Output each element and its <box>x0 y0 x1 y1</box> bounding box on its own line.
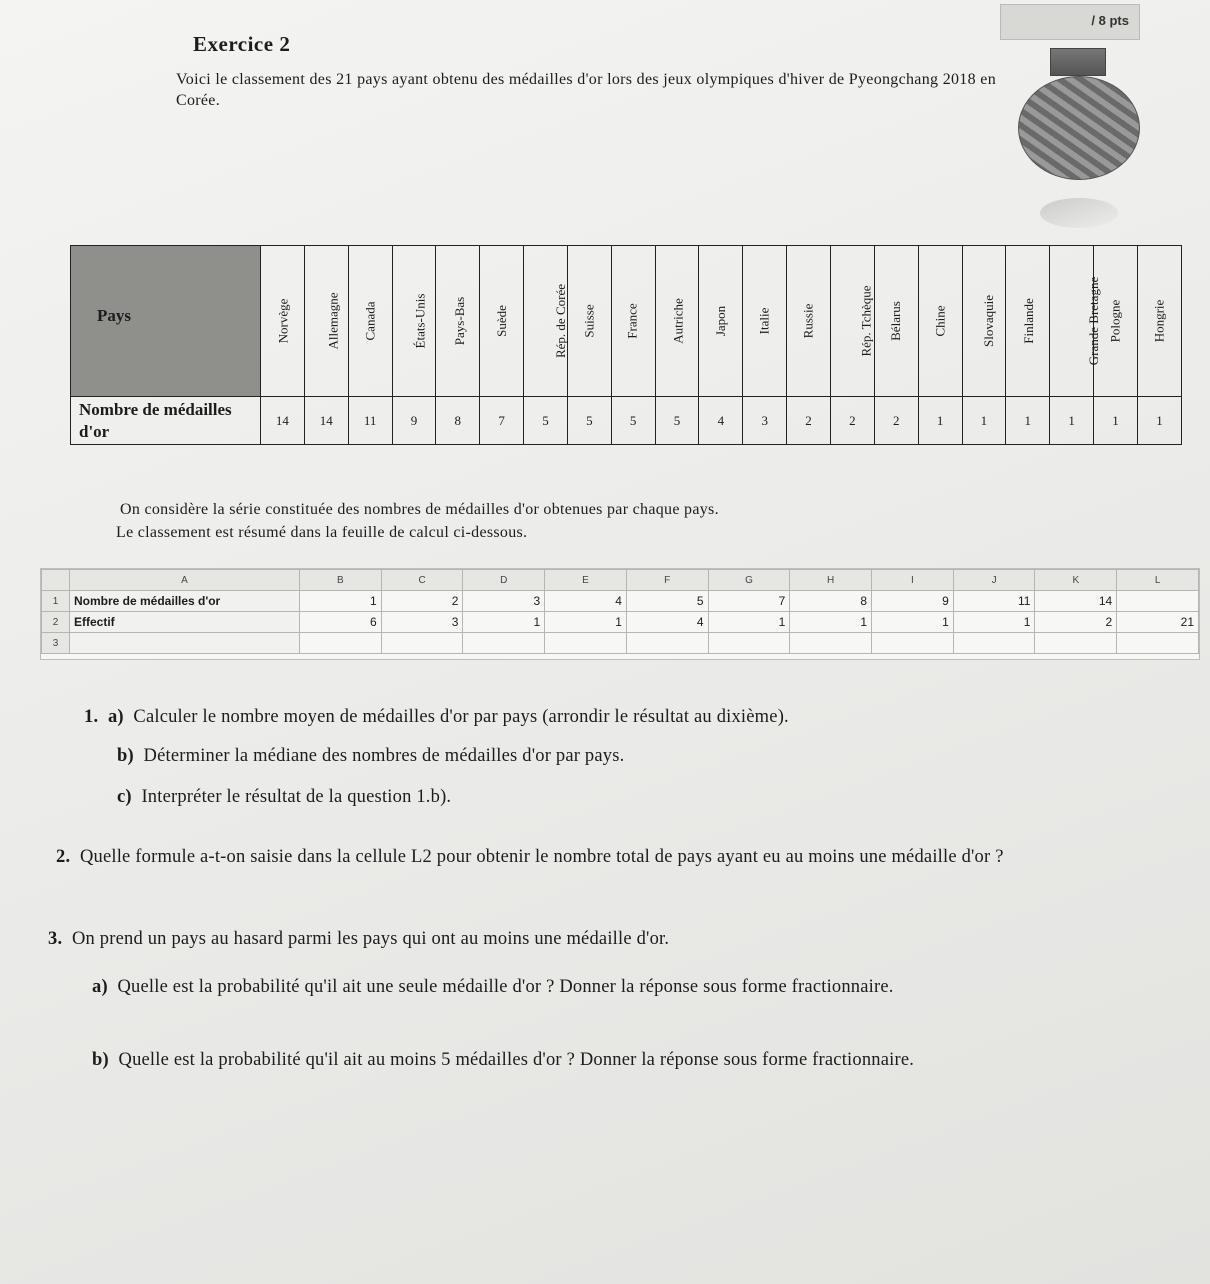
column-header[interactable]: J <box>953 570 1035 591</box>
medal-count-cell: 1 <box>1137 397 1181 445</box>
country-cell <box>567 246 611 397</box>
spreadsheet-intro-line-1: On considère la série constituée des nombres de médailles d'or obtenues par chaque pays. <box>120 501 719 518</box>
country-name: Bélarus <box>888 301 904 341</box>
medal-count-cell: 5 <box>567 397 611 445</box>
count-row <box>71 397 1182 445</box>
question-1c-text: Interpréter le résultat de la question 1.b). <box>141 787 452 807</box>
spreadsheet-cell[interactable]: 11 <box>953 591 1035 612</box>
question-3 <box>48 927 1108 951</box>
row-header[interactable]: 2 <box>42 612 70 633</box>
intro-paragraph: Voici le classement des 21 pays ayant obtenu des médailles d'or lors des jeux olympiques d'hiver de Pyeongchang 2018 en Corée. <box>176 71 996 109</box>
column-header[interactable]: C <box>381 570 463 591</box>
country-name: États-Unis <box>411 293 427 349</box>
country-name: Canada <box>362 301 378 341</box>
points-box: / 8 pts <box>1000 4 1140 40</box>
question-1a-label: a) <box>107 707 124 727</box>
spreadsheet-cell[interactable]: 7 <box>708 591 790 612</box>
country-cell <box>480 246 524 397</box>
country-row <box>71 246 1182 397</box>
spreadsheet-cell[interactable]: 9 <box>872 591 954 612</box>
country-cell <box>304 246 348 397</box>
country-name: Rép. de Corée <box>553 283 569 359</box>
medal-count-cell: 8 <box>436 397 480 445</box>
country-name: France <box>625 303 641 339</box>
medal-count-cell: 1 <box>1006 397 1050 445</box>
country-name: Slovaquie <box>980 295 996 347</box>
spreadsheet-cell[interactable]: 2 <box>1035 612 1117 633</box>
spreadsheet-cell[interactable] <box>300 633 382 654</box>
spreadsheet-cell[interactable] <box>1117 633 1199 654</box>
spreadsheet-cell[interactable]: 5 <box>626 591 708 612</box>
medal-count-cell: 14 <box>304 397 348 445</box>
column-header[interactable]: B <box>300 570 382 591</box>
medal-count-cell: 3 <box>743 397 787 445</box>
column-header[interactable]: A <box>70 570 300 591</box>
question-3b-label: b) <box>92 1050 109 1070</box>
medal-count-cell: 2 <box>830 397 874 445</box>
spreadsheet-row <box>42 612 1199 633</box>
medal-count-cell: 14 <box>261 397 305 445</box>
spreadsheet-cell[interactable] <box>708 633 790 654</box>
country-cell <box>611 246 655 397</box>
spreadsheet-cell[interactable]: 1 <box>300 591 382 612</box>
column-header[interactable]: H <box>790 570 872 591</box>
spreadsheet-cell[interactable]: 4 <box>545 591 627 612</box>
spreadsheet-cell[interactable] <box>790 633 872 654</box>
question-3-text: On prend un pays au hasard parmi les pays qui ont au moins une médaille d'or. <box>71 929 670 949</box>
spreadsheet-cell[interactable]: 1 <box>953 612 1035 633</box>
column-header[interactable]: L <box>1117 570 1199 591</box>
spreadsheet-cell[interactable]: 1 <box>790 612 872 633</box>
spreadsheet-cell[interactable] <box>872 633 954 654</box>
spreadsheet-cell[interactable] <box>1117 591 1199 612</box>
question-1b-text: Déterminer la médiane des nombres de médailles d'or par pays. <box>143 746 625 766</box>
question-2-number: 2. <box>56 847 71 867</box>
country-name: Rép. Tchèque <box>858 285 874 357</box>
medal-count-cell: 11 <box>348 397 392 445</box>
spreadsheet-cell[interactable]: 3 <box>463 591 545 612</box>
question-1b-label: b) <box>117 746 134 766</box>
spreadsheet-screenshot <box>40 568 1200 660</box>
question-1a-text: Calculer le nombre moyen de médailles d'or par pays (arrondir le résultat au dixième). <box>133 707 789 727</box>
spreadsheet-cell[interactable]: 6 <box>300 612 382 633</box>
medal-count-cell: 1 <box>962 397 1006 445</box>
medal-ribbon <box>1050 48 1106 76</box>
question-1-number: 1. <box>84 707 99 727</box>
spreadsheet-cell[interactable]: 14 <box>1035 591 1117 612</box>
country-name: Suisse <box>581 304 597 338</box>
exercise-title: Exercice 2 <box>193 32 291 56</box>
medal-reflection <box>1040 198 1118 228</box>
question-1a <box>84 705 789 729</box>
spreadsheet-cell[interactable]: 1 <box>708 612 790 633</box>
spreadsheet-label-cell[interactable]: Effectif <box>70 612 300 633</box>
country-name: Allemagne <box>325 292 341 350</box>
medal-count-cell: 5 <box>611 397 655 445</box>
spreadsheet-row <box>42 591 1199 612</box>
spreadsheet-cell[interactable]: 21 <box>1117 612 1199 633</box>
country-name: Grande Bretagne <box>1086 276 1102 366</box>
spreadsheet-cell[interactable]: 8 <box>790 591 872 612</box>
medal-count-cell: 9 <box>392 397 436 445</box>
question-3-number: 3. <box>48 929 63 949</box>
country-cell <box>743 246 787 397</box>
column-header-row <box>42 570 1199 591</box>
country-name: Chine <box>932 305 948 337</box>
country-cell <box>1006 246 1050 397</box>
medal-count-cell: 5 <box>524 397 568 445</box>
spreadsheet-cell[interactable]: 1 <box>872 612 954 633</box>
column-header[interactable]: K <box>1035 570 1117 591</box>
medal-count-cell: 2 <box>787 397 831 445</box>
spreadsheet-intro <box>116 498 1036 544</box>
country-name: Finlande <box>1021 298 1037 344</box>
country-cell <box>918 246 962 397</box>
count-row-header: Nombre de médailles d'or <box>71 397 261 445</box>
spreadsheet-label-cell[interactable] <box>70 633 300 654</box>
medal-count-cell: 2 <box>874 397 918 445</box>
question-1c-label: c) <box>117 787 132 807</box>
question-3b-text: Quelle est la probabilité qu'il ait au moins 5 médailles d'or ? Donner la réponse sous forme fractionnaire. <box>118 1050 915 1070</box>
row-header[interactable]: 1 <box>42 591 70 612</box>
country-name: Norvège <box>275 298 291 344</box>
question-1b <box>117 744 624 768</box>
spreadsheet-cell[interactable]: 1 <box>545 612 627 633</box>
country-cell <box>261 246 305 397</box>
spreadsheet-cell[interactable] <box>463 633 545 654</box>
spreadsheet-intro-line-2: Le classement est résumé dans la feuille de calcul ci-dessous. <box>116 524 528 541</box>
country-name: Autriche <box>670 298 686 344</box>
country-cell <box>787 246 831 397</box>
spreadsheet-row <box>42 633 1199 654</box>
medal-ranking-table <box>70 245 1182 445</box>
spreadsheet-cell[interactable] <box>1035 633 1117 654</box>
question-2 <box>56 845 1100 869</box>
spreadsheet-cell[interactable]: 4 <box>626 612 708 633</box>
medal-count-cell: 1 <box>1050 397 1094 445</box>
column-header[interactable]: I <box>872 570 954 591</box>
gold-medal-illustration <box>1018 48 1138 178</box>
country-cell <box>655 246 699 397</box>
spreadsheet-cell[interactable] <box>381 633 463 654</box>
country-cell <box>392 246 436 397</box>
medal-count-cell: 1 <box>1094 397 1138 445</box>
country-name: Hongrie <box>1151 299 1167 343</box>
country-name: Japon <box>712 305 728 337</box>
spreadsheet-cell[interactable]: 3 <box>381 612 463 633</box>
country-cell <box>524 246 568 397</box>
country-name: Russie <box>800 303 816 339</box>
question-3b <box>92 1048 1092 1072</box>
spreadsheet-cell[interactable] <box>626 633 708 654</box>
column-header[interactable]: D <box>463 570 545 591</box>
question-2-text: Quelle formule a-t-on saisie dans la cellule L2 pour obtenir le nombre total de pays ayant eu au moins une médaille d'or ? <box>79 847 1004 867</box>
country-cell <box>1050 246 1102 397</box>
country-name: Pologne <box>1107 299 1123 343</box>
country-cell <box>436 246 480 397</box>
country-name: Italie <box>756 307 772 335</box>
spreadsheet-grid <box>41 569 1199 654</box>
column-header[interactable]: E <box>545 570 627 591</box>
row-header[interactable]: 3 <box>42 633 70 654</box>
column-header[interactable]: G <box>708 570 790 591</box>
country-cell <box>830 246 874 397</box>
spreadsheet-cell[interactable]: 2 <box>381 591 463 612</box>
country-cell <box>874 246 918 397</box>
column-header[interactable]: F <box>626 570 708 591</box>
medal-count-cell: 1 <box>918 397 962 445</box>
question-3a-text: Quelle est la probabilité qu'il ait une seule médaille d'or ? Donner la réponse sous forme fractionnaire. <box>117 977 894 997</box>
spreadsheet-label-cell[interactable]: Nombre de médailles d'or <box>70 591 300 612</box>
question-1c <box>117 785 451 809</box>
country-cell <box>348 246 392 397</box>
country-cell <box>699 246 743 397</box>
spreadsheet-cell[interactable]: 1 <box>463 612 545 633</box>
country-cell <box>962 246 1006 397</box>
country-cell <box>1137 246 1181 397</box>
medal-disc <box>1018 76 1140 180</box>
country-name: Suède <box>493 305 509 337</box>
question-3a-label: a) <box>92 977 108 997</box>
corner-cell <box>42 570 70 591</box>
medal-count-cell: 4 <box>699 397 743 445</box>
medal-count-cell: 7 <box>480 397 524 445</box>
medal-count-cell: 5 <box>655 397 699 445</box>
spreadsheet-cell[interactable] <box>545 633 627 654</box>
question-3a <box>92 975 1092 999</box>
country-name: Pays-Bas <box>452 296 468 346</box>
country-row-header: Pays <box>71 246 261 397</box>
spreadsheet-cell[interactable] <box>953 633 1035 654</box>
